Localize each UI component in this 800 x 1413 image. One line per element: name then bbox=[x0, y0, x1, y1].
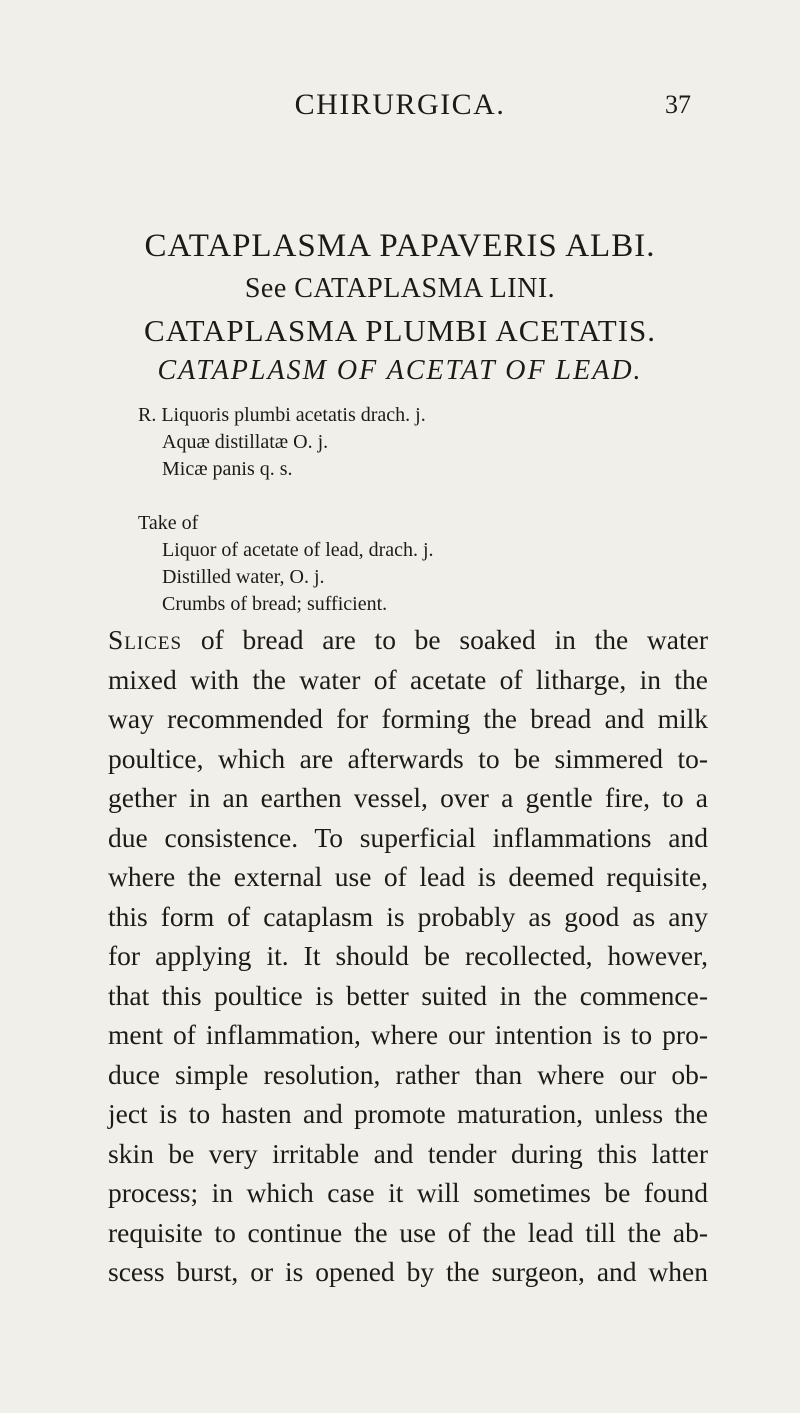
drop-word: Slices bbox=[108, 624, 183, 655]
recipe-latin-line: Aquæ distillatæ O. j. bbox=[162, 431, 329, 453]
body-line: duce simple resolution, rather than where our ob- bbox=[108, 1058, 708, 1090]
body-line: due consistence. To superficial inflammations and bbox=[108, 821, 708, 853]
body-line: where the external use of lead is deemed requisite, bbox=[108, 861, 708, 892]
body-line: process; in which case it will sometimes be found bbox=[108, 1177, 708, 1208]
body-line: scess burst, or is opened by the surgeon, and when bbox=[108, 1256, 708, 1287]
recipe-english-line: Take of bbox=[138, 512, 199, 534]
body-line: gether in an earthen vessel, over a gentle fire, to a bbox=[108, 782, 708, 813]
body-line: this form of cataplasm is probably as good as any bbox=[108, 900, 708, 932]
body-line: for applying it. It should be recollected, however, bbox=[108, 940, 708, 971]
body-paragraph bbox=[108, 620, 708, 1292]
body-line: poultice, which are afterwards to be simmered to- bbox=[108, 742, 708, 774]
body-line: that this poultice is better suited in the commence- bbox=[108, 979, 708, 1011]
page-number: 37 bbox=[665, 90, 691, 119]
body-line: ment of inflammation, where our intention is to pro- bbox=[108, 1019, 708, 1050]
heading-see-lini: See CATAPLASMA LINI. bbox=[244, 273, 556, 304]
body-line: ject is to hasten and promote maturation, unless the bbox=[108, 1098, 708, 1129]
recipe-english-line: Distilled water, O. j. bbox=[162, 566, 325, 588]
body-line: mixed with the water of acetate of litharge, in the bbox=[108, 663, 708, 695]
recipe-english-line: Crumbs of bread; sufficient. bbox=[162, 593, 388, 615]
body-line: way recommended for forming the bread and milk bbox=[108, 703, 708, 734]
recipe-latin-line: Micæ panis q. s. bbox=[162, 458, 293, 480]
body-line-rest: of bread are to be soaked in the water bbox=[200, 624, 708, 655]
recipe-english-line: Liquor of acetate of lead, drach. j. bbox=[162, 539, 434, 561]
running-head: CHIRURGICA. bbox=[294, 88, 506, 121]
heading-plumbi-acetatis: CATAPLASMA PLUMBI ACETATIS. bbox=[143, 313, 657, 348]
heading-english-title: CATAPLASM OF ACETAT OF LEAD. bbox=[157, 355, 643, 386]
recipe-latin-line: R. Liquoris plumbi acetatis drach. j. bbox=[138, 404, 426, 426]
heading-papaveris: CATAPLASMA PAPAVERIS ALBI. bbox=[144, 228, 656, 264]
recipe-english bbox=[138, 510, 434, 618]
body-line: skin be very irritable and tender during this latter bbox=[108, 1137, 708, 1169]
body-line bbox=[108, 620, 708, 660]
recipe-latin bbox=[138, 402, 426, 483]
body-line: requisite to continue the use of the lead till the ab- bbox=[108, 1216, 708, 1248]
